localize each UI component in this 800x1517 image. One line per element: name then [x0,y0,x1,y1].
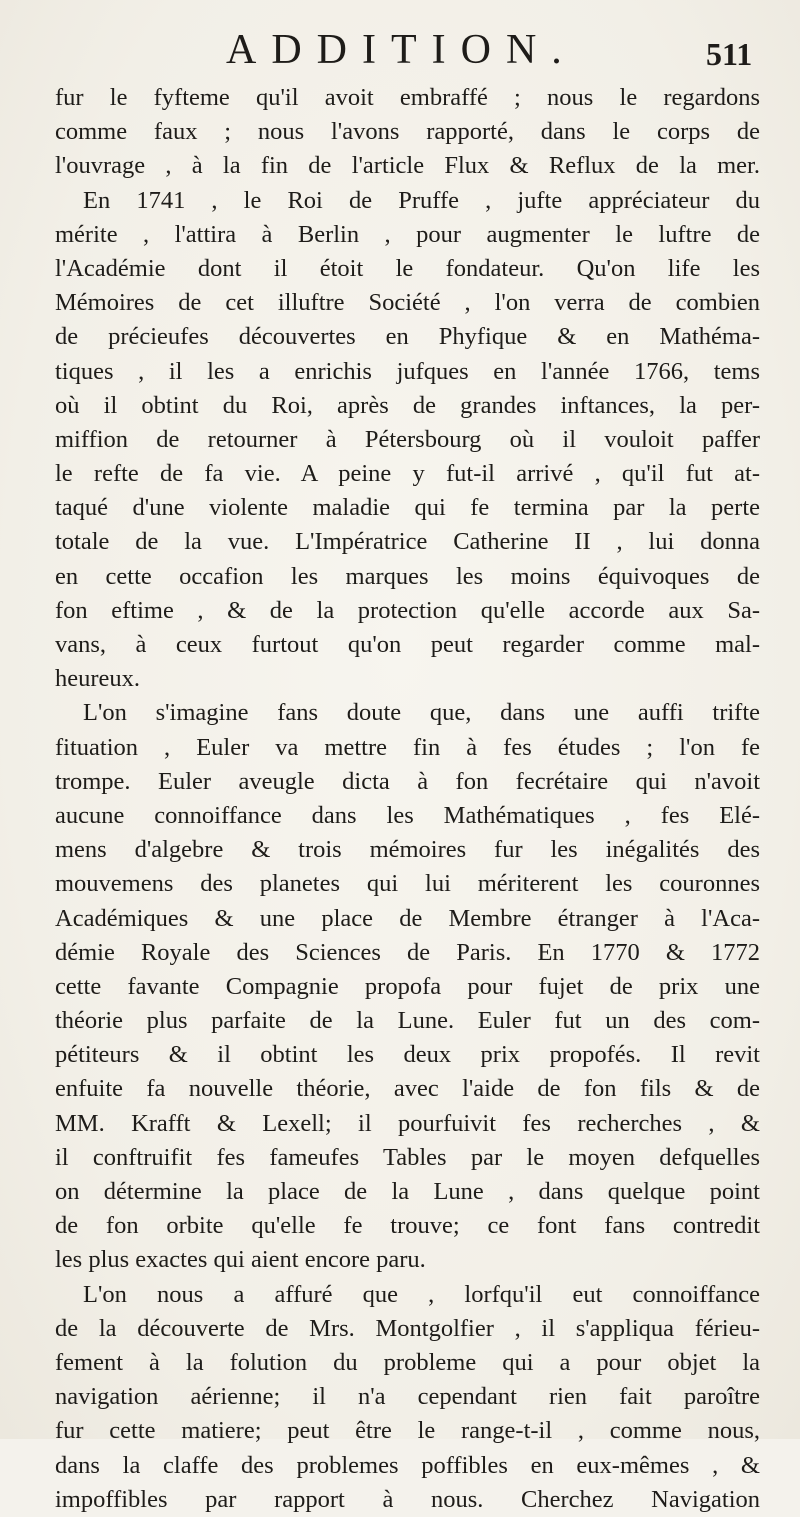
text-line: de fon orbite qu'elle fe trouve; ce font fans contredit [55,1212,760,1240]
text-line: En 1741 , le Roi de Pruffe , jufte appréciateur du [83,186,760,214]
text-line: fur cette matiere; peut être le range-t-il , comme nous, [55,1417,760,1445]
text-line: navigation aérienne; il n'a cependant rien fait paroître [55,1383,760,1411]
text-line: tiques , il les a enrichis jufques en l'année 1766, tems [55,357,760,385]
text-line: il conftruifit fes fameufes Tables par le moyen defquelles [55,1143,760,1171]
text-line: mouvemens des planetes qui lui mériterent les couronnes [55,870,760,898]
text-line: enfuite fa nouvelle théorie, avec l'aide de fon fils & de [55,1075,760,1103]
running-head [0,22,800,78]
text-line: dans la claffe des problemes poffibles en eux-mêmes , & [55,1451,760,1479]
running-head-title: ADDITION. [226,27,577,73]
text-line: taqué d'une violente maladie qui fe termina par la perte [55,494,760,522]
text-line: le refte de fa vie. A peine y fut-il arrivé , qu'il fut at- [55,460,760,488]
text-line: théorie plus parfaite de la Lune. Euler fut un des com- [55,1007,760,1035]
text-line: impoffibles par rapport à nous. Cherchez Navigation [55,1485,760,1513]
body-text [55,81,760,1517]
text-line: vans, à ceux furtout qu'on peut regarder comme mal- [55,631,760,658]
text-line: de la découverte de Mrs. Montgolfier , il s'appliqua férieu- [55,1314,760,1342]
text-line: démie Royale des Sciences de Paris. En 1770 & 1772 [55,938,760,966]
text-line: l'Académie dont il étoit le fondateur. Qu'on life les [55,254,760,282]
text-line: pétiteurs & il obtint les deux prix propofés. Il revit [55,1041,760,1069]
text-line: cette favante Compagnie propofa pour fujet de prix une [55,972,760,1000]
page-number: 511 [706,36,753,72]
text-line: mens d'algebre & trois mémoires fur les inégalités des [55,836,760,864]
text-line: fituation , Euler va mettre fin à fes études ; l'on fe [55,733,760,761]
text-line: Académiques & une place de Membre étranger à l'Aca- [55,904,760,932]
text-line: L'on s'imagine fans doute que, dans une auffi trifte [83,699,760,727]
text-line: heureux. [55,665,141,693]
text-line: aucune connoiffance dans les Mathématiques , fes Elé- [55,801,760,829]
text-line: miffion de retourner à Pétersbourg où il vouloit paffer [55,425,760,453]
text-line: fur le fyfteme qu'il avoit embraffé ; nous le regardons [55,84,760,111]
text-line: l'ouvrage , à la fin de l'article Flux & Reflux de la mer. [55,152,760,180]
text-line: de précieufes découvertes en Phyfique & en Mathéma- [55,323,760,351]
text-line: Mémoires de cet illuftre Société , l'on verra de combien [55,289,760,317]
text-line: les plus exactes qui aient encore paru. [55,1246,426,1274]
text-line: trompe. Euler aveugle dicta à fon fecrétaire qui n'avoit [55,767,760,795]
text-line: comme faux ; nous l'avons rapporté, dans le corps de [55,118,760,146]
text-line: MM. Krafft & Lexell; il pourfuivit fes recherches , & [55,1109,760,1137]
text-line: fement à la folution du probleme qui a pour objet la [55,1348,760,1376]
text-line: L'on nous a affuré que , lorfqu'il eut connoiffance [83,1280,760,1308]
text-line: en cette occafion les marques les moins équivoques de [55,562,760,590]
text-line: mérite , l'attira à Berlin , pour augmenter le luftre de [55,220,760,248]
text-line: totale de la vue. L'Impératrice Catherine II , lui donna [55,528,760,556]
text-line: où il obtint du Roi, après de grandes inftances, la per- [55,391,760,419]
text-line: on détermine la place de la Lune , dans quelque point [55,1178,760,1205]
text-line: fon eftime , & de la protection qu'elle accorde aux Sa- [55,596,760,624]
